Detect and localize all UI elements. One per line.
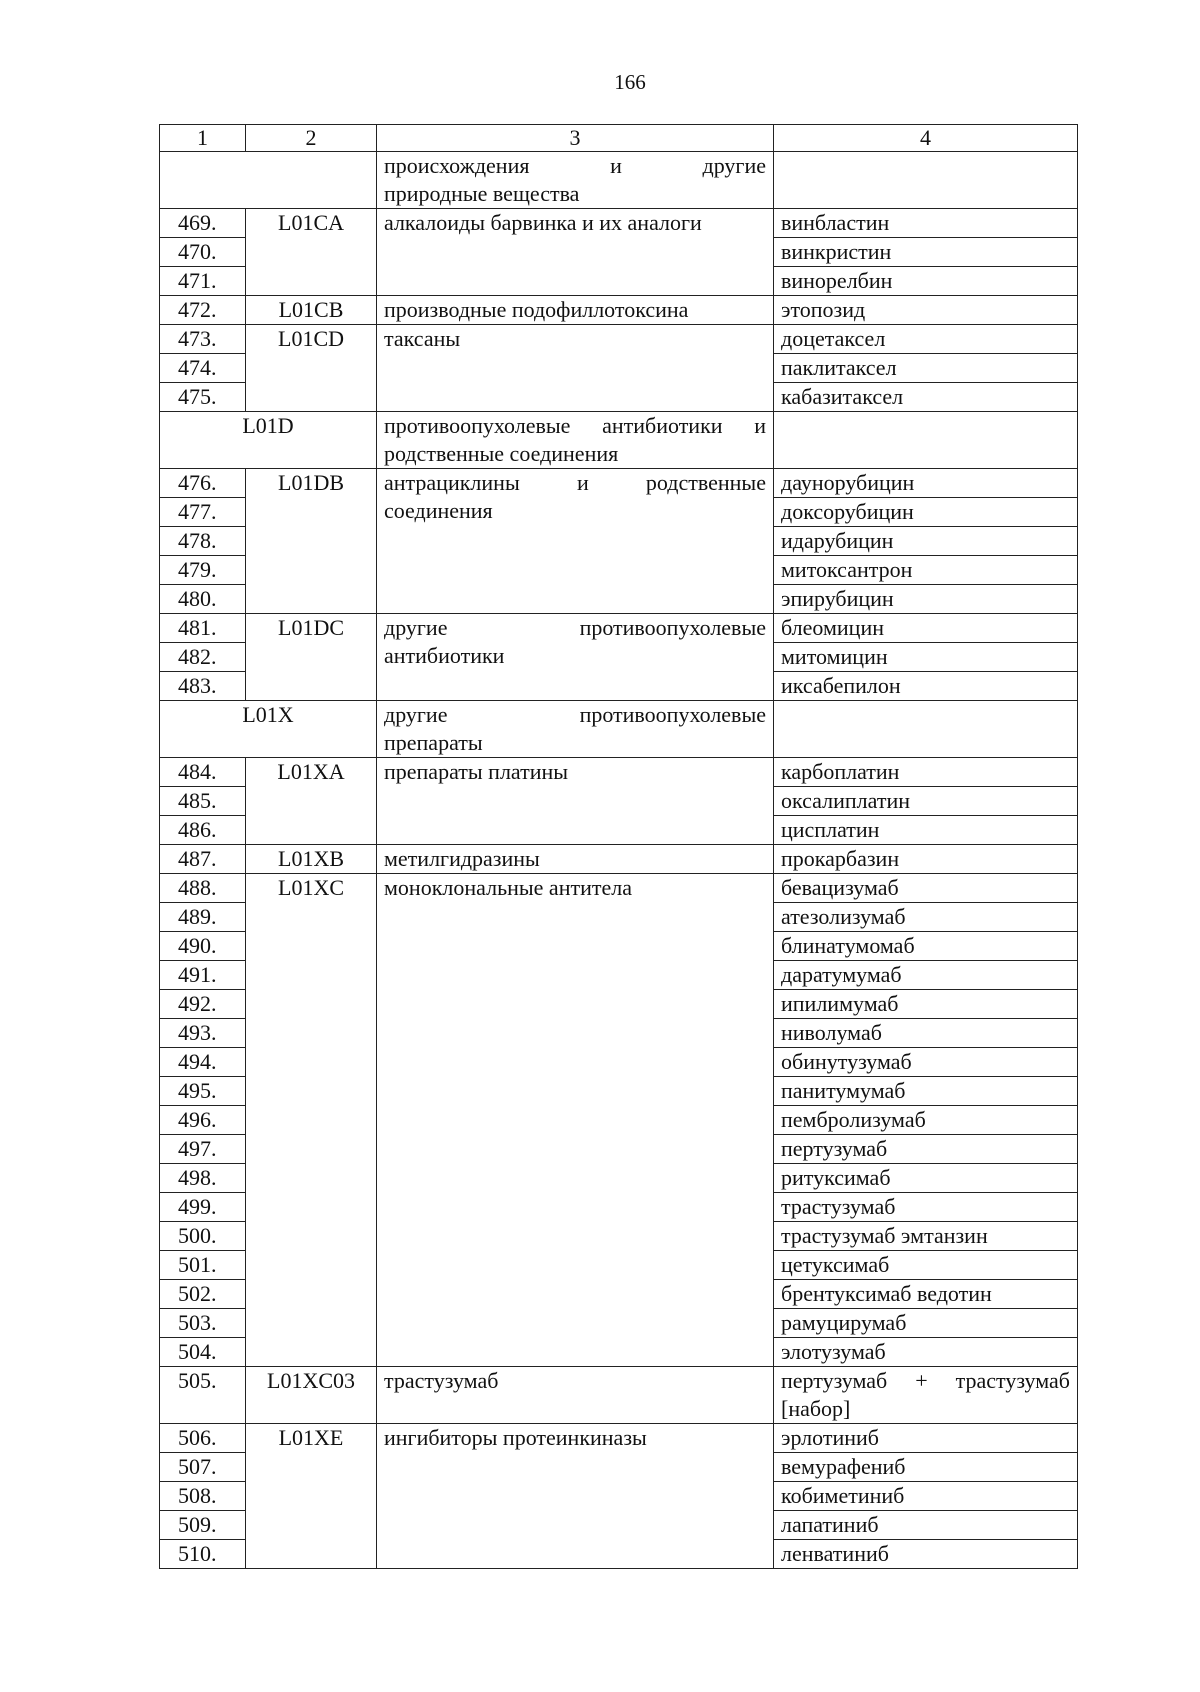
row-number: 496.	[160, 1106, 246, 1135]
row-number: 482.	[160, 643, 246, 672]
group-description	[377, 469, 774, 614]
text-line	[384, 152, 766, 180]
drug-name: ипилимумаб	[774, 990, 1078, 1019]
row-number: 475.	[160, 383, 246, 412]
section-row	[160, 412, 1078, 469]
word: [набор]	[781, 1396, 851, 1421]
row-number: 479.	[160, 556, 246, 585]
drug-name: доксорубицин	[774, 498, 1078, 527]
group-description: таксаны	[377, 325, 774, 412]
text-line	[384, 729, 766, 757]
word: природные вещества	[384, 181, 580, 206]
row-number: 483.	[160, 672, 246, 701]
drug-name: даратумумаб	[774, 961, 1078, 990]
drug-list-table	[159, 124, 1078, 1569]
row-number: 493.	[160, 1019, 246, 1048]
drug-name: пертузумаб	[774, 1135, 1078, 1164]
row-number: 484.	[160, 758, 246, 787]
atc-code: L01XC03	[246, 1367, 377, 1424]
table-row	[160, 874, 1078, 903]
row-number: 486.	[160, 816, 246, 845]
word: происхождения	[384, 153, 530, 178]
drug-name: трастузумаб	[774, 1193, 1078, 1222]
atc-code: L01CD	[246, 325, 377, 412]
row-number: 502.	[160, 1280, 246, 1309]
word: и	[576, 470, 589, 495]
drug-name: ритуксимаб	[774, 1164, 1078, 1193]
drug-name: ниволумаб	[774, 1019, 1078, 1048]
row-number: 503.	[160, 1309, 246, 1338]
section-row	[160, 701, 1078, 758]
row-number: 487.	[160, 845, 246, 874]
header-col-4: 4	[774, 125, 1078, 152]
row-number: 472.	[160, 296, 246, 325]
row-number: 501.	[160, 1251, 246, 1280]
atc-code: L01XA	[246, 758, 377, 845]
empty-cell	[160, 152, 377, 209]
drug-name: винбластин	[774, 209, 1078, 238]
word: антибиотики	[602, 413, 723, 438]
group-description: трастузумаб	[377, 1367, 774, 1424]
word: другие	[702, 153, 766, 178]
empty-cell	[774, 152, 1078, 209]
row-number: 497.	[160, 1135, 246, 1164]
row-number: 507.	[160, 1453, 246, 1482]
drug-name: цисплатин	[774, 816, 1078, 845]
drug-name: доцетаксел	[774, 325, 1078, 354]
row-number: 471.	[160, 267, 246, 296]
section-description	[377, 701, 774, 758]
drug-name: вемурафениб	[774, 1453, 1078, 1482]
row-number: 474.	[160, 354, 246, 383]
row-number: 505.	[160, 1367, 246, 1424]
row-number: 485.	[160, 787, 246, 816]
text-line	[781, 1367, 1070, 1395]
atc-code: L01CB	[246, 296, 377, 325]
drug-name: эпирубицин	[774, 585, 1078, 614]
drug-name: митомицин	[774, 643, 1078, 672]
row-number: 480.	[160, 585, 246, 614]
drug-name: оксалиплатин	[774, 787, 1078, 816]
drug-name: ленватиниб	[774, 1540, 1078, 1569]
drug-name: кобиметиниб	[774, 1482, 1078, 1511]
table-row	[160, 209, 1078, 238]
drug-name: трастузумаб эмтанзин	[774, 1222, 1078, 1251]
row-number: 495.	[160, 1077, 246, 1106]
empty-cell	[774, 701, 1078, 758]
page-number: 166	[614, 70, 646, 94]
drug-name: атезолизумаб	[774, 903, 1078, 932]
drug-name: даунорубицин	[774, 469, 1078, 498]
row-number: 489.	[160, 903, 246, 932]
word: препараты	[384, 730, 483, 755]
table-body	[160, 125, 1078, 1569]
atc-code: L01DC	[246, 614, 377, 701]
row-number: 500.	[160, 1222, 246, 1251]
row-number: 469.	[160, 209, 246, 238]
drug-name: обинутузумаб	[774, 1048, 1078, 1077]
row-number: 504.	[160, 1338, 246, 1367]
atc-code: L01XB	[246, 845, 377, 874]
drug-name: лапатиниб	[774, 1511, 1078, 1540]
atc-code: L01CA	[246, 209, 377, 296]
row-number: 488.	[160, 874, 246, 903]
text-line	[384, 614, 766, 642]
drug-name	[774, 1367, 1078, 1424]
row-number: 494.	[160, 1048, 246, 1077]
row-number: 470.	[160, 238, 246, 267]
group-description: моноклональные антитела	[377, 874, 774, 1367]
drug-name: блинатумомаб	[774, 932, 1078, 961]
table-row	[160, 614, 1078, 643]
table-row	[160, 296, 1078, 325]
row-number: 481.	[160, 614, 246, 643]
atc-code: L01XE	[246, 1424, 377, 1569]
text-line	[384, 180, 766, 208]
group-description: препараты платины	[377, 758, 774, 845]
table-row	[160, 758, 1078, 787]
row-number: 509.	[160, 1511, 246, 1540]
group-description	[377, 152, 774, 209]
text-line	[384, 642, 766, 670]
word: +	[915, 1368, 928, 1393]
drug-name: карбоплатин	[774, 758, 1078, 787]
drug-name: рамуцирумаб	[774, 1309, 1078, 1338]
word: другие	[384, 702, 448, 727]
section-code: L01X	[160, 701, 377, 758]
group-description: ингибиторы протеинкиназы	[377, 1424, 774, 1569]
group-description: метилгидразины	[377, 845, 774, 874]
row-number: 490.	[160, 932, 246, 961]
row-number: 498.	[160, 1164, 246, 1193]
word: родственные	[645, 470, 766, 495]
text-line	[384, 412, 766, 440]
row-number: 477.	[160, 498, 246, 527]
row-number: 491.	[160, 961, 246, 990]
text-line	[384, 469, 766, 497]
drug-name: митоксантрон	[774, 556, 1078, 585]
row-number: 510.	[160, 1540, 246, 1569]
drug-name: цетуксимаб	[774, 1251, 1078, 1280]
row-number: 473.	[160, 325, 246, 354]
drug-name: паклитаксел	[774, 354, 1078, 383]
word: антибиотики	[384, 643, 505, 668]
row-number: 476.	[160, 469, 246, 498]
word: противоопухолевые	[579, 702, 766, 727]
drug-name: элотузумаб	[774, 1338, 1078, 1367]
group-description	[377, 614, 774, 701]
table-row	[160, 845, 1078, 874]
empty-cell	[774, 412, 1078, 469]
word: родственные соединения	[384, 441, 619, 466]
atc-code: L01DB	[246, 469, 377, 614]
row-number: 478.	[160, 527, 246, 556]
word: противоопухолевые	[579, 615, 766, 640]
word: и	[610, 153, 622, 178]
drug-name: пембролизумаб	[774, 1106, 1078, 1135]
text-line	[384, 440, 766, 468]
text-line	[781, 1395, 1070, 1423]
header-col-1: 1	[160, 125, 246, 152]
drug-name: бевацизумаб	[774, 874, 1078, 903]
table-row	[160, 1424, 1078, 1453]
drug-name: эрлотиниб	[774, 1424, 1078, 1453]
word: другие	[384, 615, 448, 640]
drug-name: идарубицин	[774, 527, 1078, 556]
header-col-3: 3	[377, 125, 774, 152]
word: и	[754, 413, 766, 438]
word: антрациклины	[384, 470, 520, 495]
drug-name: винкристин	[774, 238, 1078, 267]
text-line	[384, 701, 766, 729]
word: соединения	[384, 498, 493, 523]
table-row	[160, 1367, 1078, 1424]
group-description: производные подофиллотоксина	[377, 296, 774, 325]
text-line	[384, 497, 766, 525]
table-row	[160, 469, 1078, 498]
drug-name: блеомицин	[774, 614, 1078, 643]
section-description	[377, 412, 774, 469]
section-code: L01D	[160, 412, 377, 469]
atc-code: L01XC	[246, 874, 377, 1367]
drug-name: винорелбин	[774, 267, 1078, 296]
row-number: 508.	[160, 1482, 246, 1511]
row-number: 492.	[160, 990, 246, 1019]
row-number: 506.	[160, 1424, 246, 1453]
continuation-row	[160, 152, 1078, 209]
drug-name: кабазитаксел	[774, 383, 1078, 412]
group-description: алкалоиды барвинка и их аналоги	[377, 209, 774, 296]
word: трастузумаб	[955, 1368, 1070, 1393]
drug-name: панитумумаб	[774, 1077, 1078, 1106]
row-number: 499.	[160, 1193, 246, 1222]
drug-name: брентуксимаб ведотин	[774, 1280, 1078, 1309]
header-col-2: 2	[246, 125, 377, 152]
drug-name: этопозид	[774, 296, 1078, 325]
word: противоопухолевые	[384, 413, 571, 438]
table-row	[160, 325, 1078, 354]
header-row	[160, 125, 1078, 152]
drug-name: иксабепилон	[774, 672, 1078, 701]
word: пертузумаб	[781, 1368, 888, 1393]
drug-name: прокарбазин	[774, 845, 1078, 874]
